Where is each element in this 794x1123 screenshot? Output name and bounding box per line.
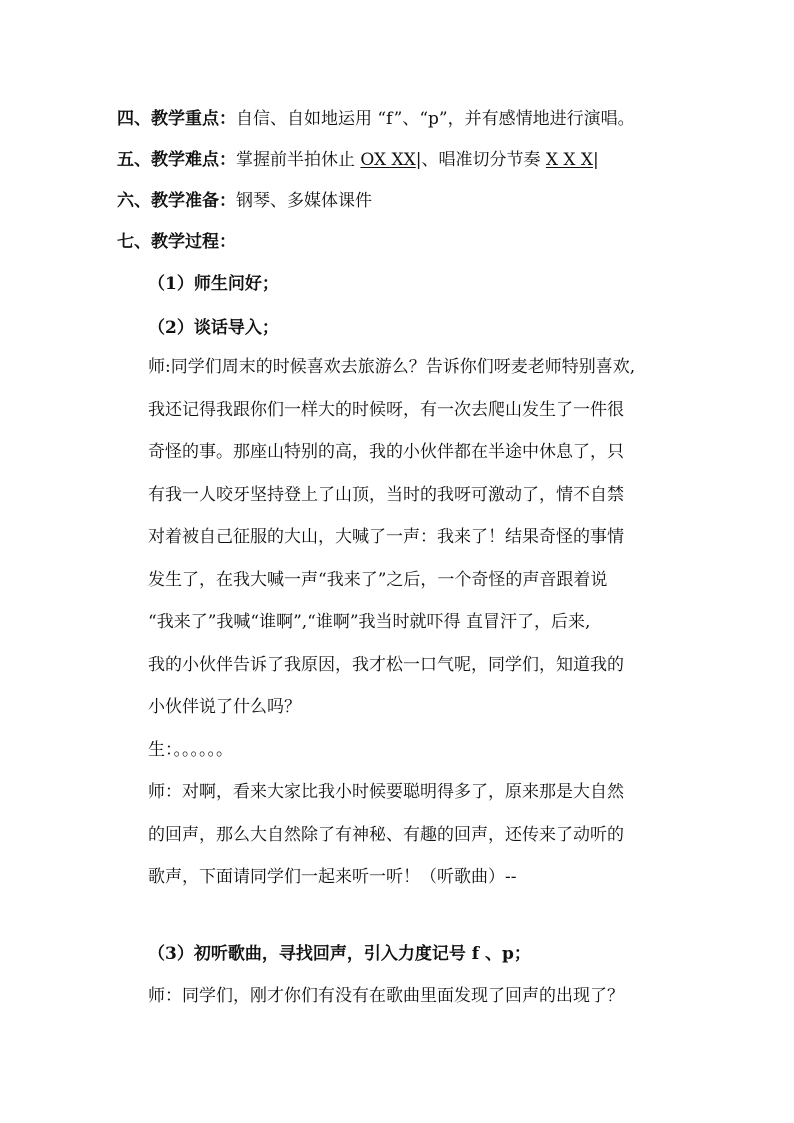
paragraph-line: 师:同学们周末的时候喜欢去旅游么？告诉你们呀麦老师特别喜欢, (148, 357, 636, 377)
paragraph-line: 师：同学们，刚才你们有没有在歌曲里面发现了回声的出现了？ (148, 986, 624, 1006)
paragraph-line: 我的小伙伴告诉了我原因，我才松一口气呢，同学们，知道我的 (148, 655, 624, 675)
paragraph-line: 的回声，那么大自然除了有神秘、有趣的回声，还传来了动听的 (148, 825, 624, 845)
paragraph-line: “我来了”我喊“谁啊”,“谁啊”我当时就吓得 直冒汗了，后来, (148, 612, 591, 632)
section-label: 四、教学重点： (117, 109, 236, 129)
section-difficulties (117, 149, 599, 171)
paragraph-line: 奇怪的事。那座山特别的高，我的小伙伴都在半途中休息了，只 (148, 442, 624, 462)
rhythm-notation: OX XX (360, 150, 416, 170)
section-label: 七、教学过程： (117, 232, 236, 252)
section-key-points (117, 108, 635, 130)
paragraph-line: 小伙伴说了什么吗？ (148, 697, 301, 717)
step-intro-talk: （2）谈话导入； (148, 318, 279, 338)
section-text: 自信、自如地运用 “f”、“p”，并有感情地进行演唱。 (236, 109, 635, 129)
paragraph-line: 对着被自己征服的大山，大喊了一声：我来了！结果奇怪的事情 (148, 527, 624, 547)
paragraph-line: 我还记得我跟你们一样大的时候呀，有一次去爬山发生了一件很 (148, 400, 624, 420)
section-text: 掌握前半拍休止 (236, 150, 361, 170)
section-text: 钢琴、多媒体课件 (236, 191, 372, 211)
section-label: 六、教学准备： (117, 191, 236, 211)
step-first-listen: （3）初听歌曲，寻找回声，引入力度记号 f 、p； (148, 944, 531, 964)
paragraph-line: 有我一人咬牙坚持登上了山顶，当时的我呀可激动了，情不自禁 (148, 485, 624, 505)
section-text: |、唱准切分节奏 (415, 150, 546, 170)
paragraph-line: 歌声，下面请同学们一起来听一听！（听歌曲）-- (148, 867, 517, 887)
section-process (117, 231, 236, 253)
section-label: 五、教学难点： (117, 150, 236, 170)
rhythm-notation: X X X (545, 150, 594, 170)
student-response: 生：。。。。。。 (148, 740, 233, 760)
paragraph-line: 师：对啊，看来大家比我小时候要聪明得多了，原来那是大自然 (148, 782, 624, 802)
section-text: | (593, 150, 599, 170)
section-preparation (117, 190, 372, 212)
paragraph-line: 发生了，在我大喊一声“我来了”之后，一个奇怪的声音跟着说 (148, 570, 608, 590)
step-greeting: （1）师生问好； (148, 274, 279, 294)
